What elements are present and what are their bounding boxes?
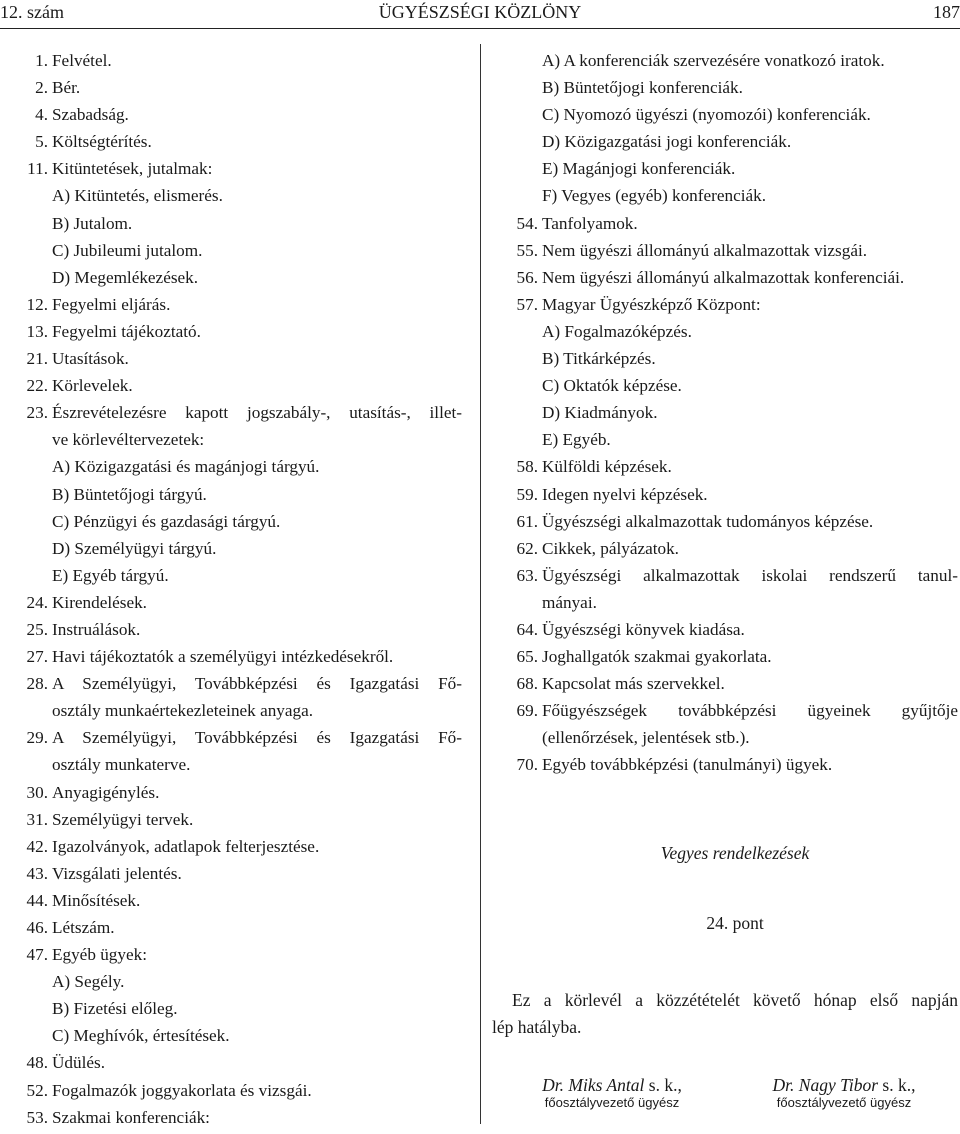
item-text: A Személyügyi, Továbbképzési és Igazgatási Fő- bbox=[52, 674, 462, 694]
list-item bbox=[512, 589, 958, 616]
sub-item-text: A) A konferenciák szervezésére vonatkozó iratok. bbox=[542, 51, 885, 70]
list-item bbox=[512, 399, 958, 426]
list-item bbox=[22, 1104, 462, 1131]
item-number: 62. bbox=[516, 538, 538, 558]
item-text: Anyagigénylés. bbox=[52, 782, 160, 802]
item-number: 48. bbox=[26, 1053, 48, 1073]
list-item bbox=[512, 643, 958, 670]
list-item bbox=[22, 562, 462, 589]
item-text: Idegen nyelvi képzések. bbox=[542, 484, 708, 504]
item-number: 28. bbox=[26, 674, 48, 694]
list-item bbox=[22, 74, 462, 101]
list-item bbox=[22, 806, 462, 833]
list-item bbox=[512, 345, 958, 372]
item-number: 25. bbox=[26, 619, 48, 639]
sub-item-text: C) Jubileumi jutalom. bbox=[52, 240, 203, 260]
list-item bbox=[22, 751, 462, 778]
list-item bbox=[512, 508, 958, 535]
sub-item-text: A) Fogalmazóképzés. bbox=[542, 321, 692, 341]
item-number: 64. bbox=[516, 619, 538, 639]
sub-item-text: E) Egyéb tárgyú. bbox=[52, 565, 169, 585]
list-item bbox=[22, 670, 462, 697]
list-item bbox=[22, 833, 462, 860]
item-text: Körlevelek. bbox=[52, 376, 133, 396]
list-item bbox=[22, 372, 462, 399]
item-text: Ügyészségi alkalmazottak iskolai rendszerű tanul- bbox=[542, 565, 958, 585]
item-number: 61. bbox=[516, 511, 538, 531]
sub-item-text: D) Megemlékezések. bbox=[52, 267, 199, 287]
item-number: 4. bbox=[35, 105, 48, 125]
list-item bbox=[22, 237, 462, 264]
item-number: 59. bbox=[516, 484, 538, 504]
item-text: Vizsgálati jelentés. bbox=[52, 863, 182, 883]
continuation-text: osztály munkaterve. bbox=[52, 755, 191, 775]
list-item bbox=[22, 345, 462, 372]
signature-role: főosztályvezető ügyész bbox=[544, 1095, 680, 1110]
sub-item-text: C) Meghívók, értesítések. bbox=[52, 1026, 230, 1046]
list-item bbox=[22, 995, 462, 1022]
column-divider bbox=[480, 44, 481, 1124]
continuation-text: (ellenőrzések, jelentések stb.). bbox=[542, 728, 750, 748]
item-number: 68. bbox=[516, 674, 538, 694]
sub-item-text: A) Közigazgatási és magánjogi tárgyú. bbox=[52, 457, 320, 477]
item-text: Kapcsolat más szervekkel. bbox=[542, 674, 725, 694]
item-number: 55. bbox=[516, 240, 538, 260]
item-text: Létszám. bbox=[52, 918, 115, 937]
list-item bbox=[512, 481, 958, 508]
closing-paragraph bbox=[492, 987, 958, 1041]
item-text: Felvétel. bbox=[52, 51, 112, 70]
sub-item-text: B) Büntetőjogi konferenciák. bbox=[542, 78, 743, 98]
sub-item-text: A) Segély. bbox=[52, 972, 125, 992]
item-number: 70. bbox=[516, 755, 538, 775]
item-text: Instruálások. bbox=[52, 619, 141, 639]
item-text: Igazolványok, adatlapok felterjesztése. bbox=[52, 836, 320, 856]
list-item bbox=[22, 155, 462, 182]
item-number: 2. bbox=[35, 78, 48, 98]
sub-item-text: B) Büntetőjogi tárgyú. bbox=[52, 484, 207, 504]
item-number: 5. bbox=[35, 132, 48, 152]
item-text: Kirendelések. bbox=[52, 592, 147, 612]
list-item bbox=[22, 47, 462, 74]
list-item bbox=[512, 751, 958, 778]
list-item bbox=[512, 562, 958, 589]
list-item bbox=[512, 210, 958, 237]
item-number: 1. bbox=[35, 51, 48, 70]
item-text: Főügyészségek továbbképzési ügyeinek gyűjtője bbox=[542, 701, 958, 721]
continuation-text: ve körlevéltervezetek: bbox=[52, 430, 205, 450]
list-item bbox=[22, 210, 462, 237]
sub-item-text: E) Egyéb. bbox=[542, 430, 611, 450]
list-item bbox=[22, 318, 462, 345]
signature-block bbox=[744, 1075, 944, 1110]
item-text: Bér. bbox=[52, 78, 81, 98]
item-number: 27. bbox=[26, 647, 48, 667]
sub-item-text: C) Pénzügyi és gazdasági tárgyú. bbox=[52, 511, 281, 531]
item-text: Cikkek, pályázatok. bbox=[542, 538, 679, 558]
item-text: Tanfolyamok. bbox=[542, 213, 638, 233]
list-item bbox=[512, 453, 958, 480]
list-item bbox=[22, 697, 462, 724]
list-item bbox=[22, 508, 462, 535]
item-text: Szabadság. bbox=[52, 105, 129, 125]
list-item bbox=[512, 616, 958, 643]
item-number: 13. bbox=[26, 321, 48, 341]
list-item bbox=[512, 426, 958, 453]
item-text: Egyéb továbbképzési (tanulmányi) ügyek. bbox=[542, 755, 833, 775]
item-number: 56. bbox=[516, 267, 538, 287]
list-item bbox=[22, 291, 462, 318]
item-number: 29. bbox=[26, 728, 48, 748]
list-item bbox=[22, 1049, 462, 1076]
list-item bbox=[22, 1022, 462, 1049]
item-number: 54. bbox=[516, 213, 538, 233]
sub-item-text: F) Vegyes (egyéb) konferenciák. bbox=[542, 186, 766, 206]
page-header bbox=[0, 0, 960, 29]
list-item bbox=[512, 697, 958, 724]
item-number: 47. bbox=[26, 945, 48, 965]
list-item bbox=[22, 481, 462, 508]
sub-item-text: B) Titkárképzés. bbox=[542, 349, 656, 369]
journal-title: ÜGYÉSZSÉGI KÖZLÖNY bbox=[378, 2, 582, 22]
item-text: Ügyészségi alkalmazottak tudományos képzése. bbox=[542, 511, 874, 531]
section-title: Vegyes rendelkezések bbox=[660, 843, 810, 863]
left-column bbox=[22, 47, 462, 1131]
list-item bbox=[22, 264, 462, 291]
right-column bbox=[492, 47, 958, 1110]
item-number: 21. bbox=[26, 349, 48, 369]
list-item bbox=[22, 453, 462, 480]
page-number: 187 bbox=[933, 2, 960, 22]
signature-block bbox=[512, 1075, 712, 1110]
sub-item-text: D) Közigazgatási jogi konferenciák. bbox=[542, 132, 792, 152]
item-text: Utasítások. bbox=[52, 349, 129, 369]
item-text: Üdülés. bbox=[52, 1053, 105, 1073]
list-item bbox=[22, 101, 462, 128]
continuation-text: mányai. bbox=[542, 592, 597, 612]
continuation-text: osztály munkaértekezleteinek anyaga. bbox=[52, 701, 314, 721]
sub-item-text: C) Oktatók képzése. bbox=[542, 376, 682, 396]
list-item bbox=[512, 291, 958, 318]
item-text: Egyéb ügyek: bbox=[52, 945, 147, 965]
item-number: 43. bbox=[26, 863, 48, 883]
item-number: 22. bbox=[26, 376, 48, 396]
item-number: 11. bbox=[27, 159, 48, 179]
item-number: 44. bbox=[26, 890, 48, 910]
list-item bbox=[512, 47, 958, 74]
item-number: 23. bbox=[26, 403, 48, 423]
item-text: A Személyügyi, Továbbképzési és Igazgatási Fő- bbox=[52, 728, 462, 748]
paragraph-line: Ez a körlevél a közzétételét követő hónap első napján bbox=[512, 990, 958, 1010]
item-text: Költségtérítés. bbox=[52, 132, 152, 152]
list-item bbox=[512, 318, 958, 345]
item-text: Fegyelmi tájékoztató. bbox=[52, 321, 201, 341]
item-text: Külföldi képzések. bbox=[542, 457, 672, 477]
sub-item-text: B) Fizetési előleg. bbox=[52, 999, 178, 1019]
list-item bbox=[22, 968, 462, 995]
list-item bbox=[512, 670, 958, 697]
list-item bbox=[22, 724, 462, 751]
list-item bbox=[22, 643, 462, 670]
item-number: 42. bbox=[26, 836, 48, 856]
list-item bbox=[512, 372, 958, 399]
list-item bbox=[512, 182, 958, 209]
list-item bbox=[512, 155, 958, 182]
item-text: Havi tájékoztatók a személyügyi intézkedésekről. bbox=[52, 647, 394, 667]
list-item bbox=[22, 616, 462, 643]
item-number: 31. bbox=[26, 809, 48, 829]
list-item bbox=[22, 914, 462, 941]
item-text: Nem ügyészi állományú alkalmazottak konferenciái. bbox=[542, 267, 905, 287]
sub-item-text: D) Kiadmányok. bbox=[542, 403, 658, 423]
list-item bbox=[22, 860, 462, 887]
item-text: Fegyelmi eljárás. bbox=[52, 294, 171, 314]
item-number: 65. bbox=[516, 647, 538, 667]
item-text: Fogalmazók joggyakorlata és vizsgái. bbox=[52, 1080, 312, 1100]
item-text: Személyügyi tervek. bbox=[52, 809, 194, 829]
sub-item-text: D) Személyügyi tárgyú. bbox=[52, 538, 217, 558]
list-item bbox=[512, 264, 958, 291]
list-item bbox=[22, 399, 462, 426]
item-number: 69. bbox=[516, 701, 538, 721]
signature-name: Dr. Nagy Tibor s. k., bbox=[772, 1075, 916, 1095]
item-text: Magyar Ügyészképző Központ: bbox=[542, 294, 761, 314]
item-text: Minősítések. bbox=[52, 890, 141, 910]
item-number: 53. bbox=[26, 1107, 48, 1127]
signature-name: Dr. Miks Antal s. k., bbox=[542, 1075, 682, 1095]
sub-item-text: C) Nyomozó ügyészi (nyomozói) konferenciák. bbox=[542, 105, 871, 125]
issue-number: 12. szám bbox=[0, 2, 64, 22]
item-text: Nem ügyészi állományú alkalmazottak vizsgái. bbox=[542, 240, 868, 260]
list-item bbox=[22, 779, 462, 806]
item-text: Észrevételezésre kapott jogszabály-, utasítás-, illet- bbox=[52, 403, 462, 423]
list-item bbox=[512, 128, 958, 155]
item-number: 57. bbox=[516, 294, 538, 314]
item-text: Szakmai konferenciák: bbox=[52, 1107, 210, 1127]
sub-item-text: B) Jutalom. bbox=[52, 213, 133, 233]
list-item bbox=[512, 237, 958, 264]
list-item bbox=[512, 101, 958, 128]
item-text: Joghallgatók szakmai gyakorlata. bbox=[542, 647, 772, 667]
item-number: 12. bbox=[26, 294, 48, 314]
item-number: 52. bbox=[26, 1080, 48, 1100]
item-number: 30. bbox=[26, 782, 48, 802]
list-item bbox=[22, 887, 462, 914]
list-item bbox=[22, 426, 462, 453]
list-item bbox=[22, 128, 462, 155]
list-item bbox=[22, 1077, 462, 1104]
item-number: 63. bbox=[516, 565, 538, 585]
item-number: 46. bbox=[26, 918, 48, 937]
list-item bbox=[512, 724, 958, 751]
list-item bbox=[22, 941, 462, 968]
signature-role: főosztályvezető ügyész bbox=[776, 1095, 912, 1110]
item-number: 58. bbox=[516, 457, 538, 477]
right-column-list bbox=[512, 47, 958, 779]
list-item bbox=[512, 74, 958, 101]
item-text: Kitüntetések, jutalmak: bbox=[52, 159, 213, 179]
item-text: Ügyészségi könyvek kiadása. bbox=[542, 619, 745, 639]
paragraph-line: lép hatályba. bbox=[492, 1017, 582, 1037]
list-item bbox=[512, 535, 958, 562]
point-label: 24. pont bbox=[706, 913, 764, 933]
list-item bbox=[22, 535, 462, 562]
list-item bbox=[22, 589, 462, 616]
list-item bbox=[22, 182, 462, 209]
sub-item-text: E) Magánjogi konferenciák. bbox=[542, 159, 736, 179]
sub-item-text: A) Kitüntetés, elismerés. bbox=[52, 186, 223, 206]
item-number: 24. bbox=[26, 592, 48, 612]
